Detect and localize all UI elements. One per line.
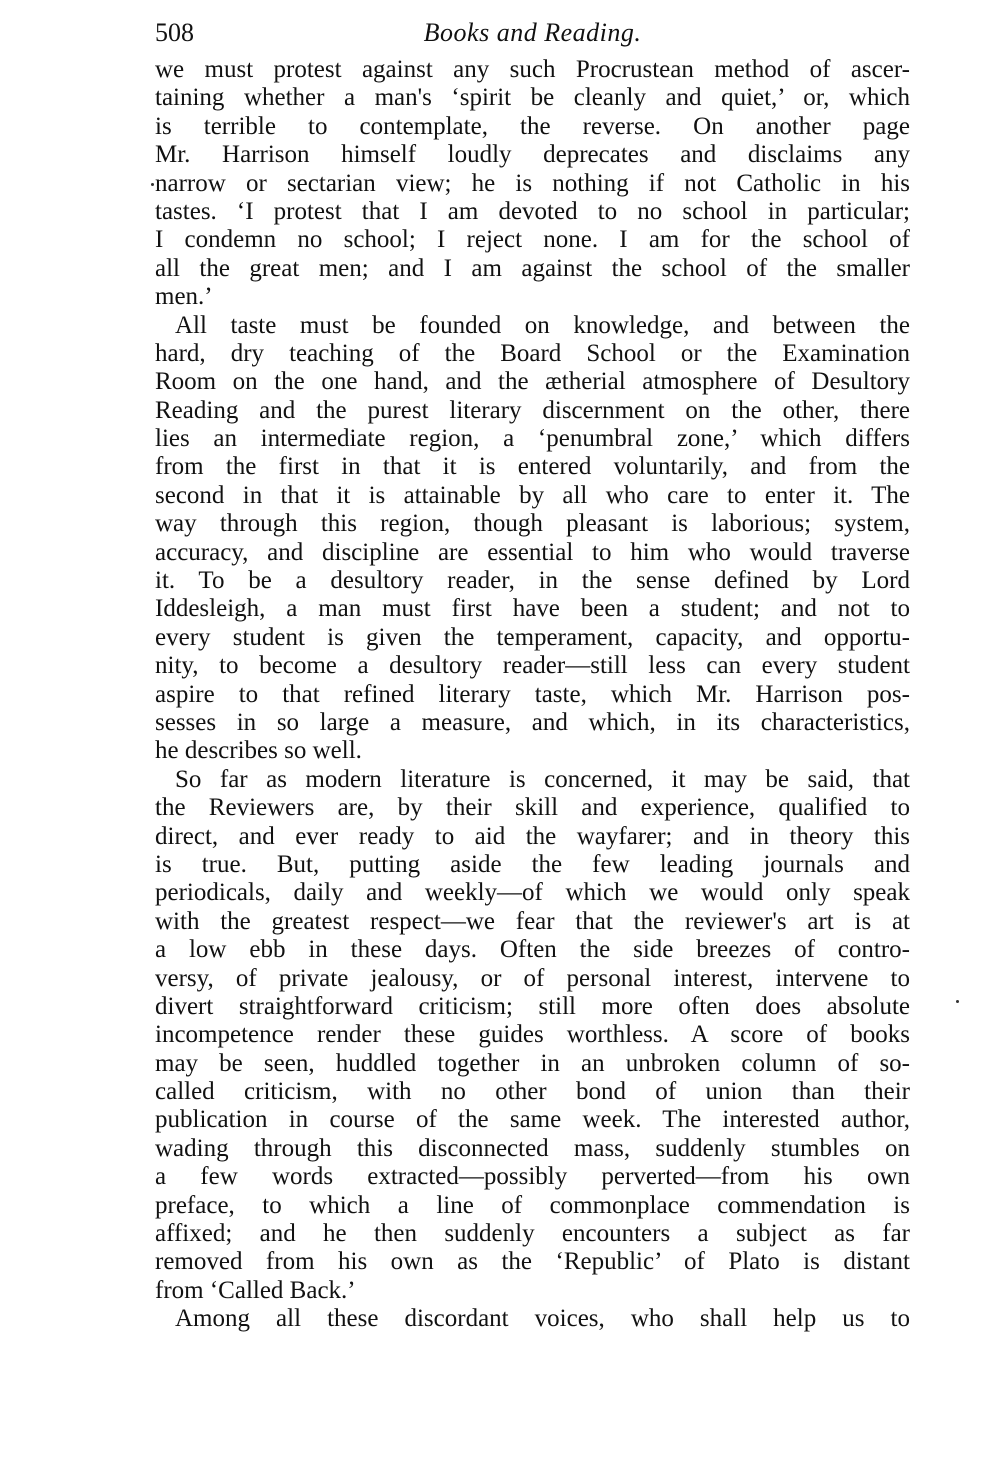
paragraph bbox=[155, 312, 910, 766]
text-line: way through this region, though pleasant is laborious; system, bbox=[155, 510, 910, 538]
page-header bbox=[155, 18, 910, 54]
text-line: hard, dry teaching of the Board School or the Examination bbox=[155, 339, 910, 367]
text-line: affixed; and he then suddenly encounters a subject as far bbox=[155, 1220, 910, 1248]
text-line: a few words extracted—possibly perverted—from his own bbox=[155, 1163, 910, 1191]
text-line: direct, and ever ready to aid the wayfarer; and in theory this bbox=[155, 822, 910, 850]
text-line: second in that it is attainable by all who care to enter it. The bbox=[155, 481, 910, 509]
text-line: called criticism, with no other bond of union than their bbox=[155, 1078, 910, 1106]
text-line: Mr. Harrison himself loudly deprecates and disclaims any bbox=[155, 141, 910, 169]
text-line: All taste must be founded on knowledge, and between the bbox=[175, 311, 910, 339]
text-line: we must protest against any such Procrustean method of ascer- bbox=[155, 56, 910, 83]
page-number: 508 bbox=[155, 18, 194, 47]
text-line: wading through this disconnected mass, suddenly stumbles on bbox=[155, 1134, 910, 1162]
text-line: Room on the one hand, and the ætherial atmosphere of Desultory bbox=[155, 368, 910, 396]
text-line: narrow or sectarian view; he is nothing if not Catholic in his bbox=[155, 169, 910, 197]
text-line: accuracy, and discipline are essential to him who would traverse bbox=[155, 538, 910, 566]
text-line: removed from his own as the ‘Republic’ of Plato is distant bbox=[155, 1248, 910, 1276]
text-line: divert straightforward criticism; still more often does absolute bbox=[155, 992, 910, 1020]
text-line: it. To be a desultory reader, in the sense defined by Lord bbox=[155, 567, 910, 595]
text-line: every student is given the temperament, capacity, and opportu- bbox=[155, 623, 910, 651]
text-line: a low ebb in these days. Often the side breezes of contro- bbox=[155, 936, 910, 964]
text-line: with the greatest respect—we fear that the reviewer's art is at bbox=[155, 907, 910, 935]
text-line: tastes. ‘I protest that I am devoted to no school in particular; bbox=[155, 197, 910, 225]
text-line: I condemn no school; I reject none. I am for the school of bbox=[155, 226, 910, 254]
text-line: Reading and the purest literary discernment on the other, there bbox=[155, 396, 910, 424]
margin-speck bbox=[151, 183, 154, 186]
text-line: publication in course of the same week. The interested author, bbox=[155, 1106, 910, 1134]
text-line: versy, of private jealousy, or of personal interest, intervene to bbox=[155, 964, 910, 992]
running-title: Books and Reading. bbox=[423, 18, 642, 47]
text-line: Iddesleigh, a man must first have been a student; and not to bbox=[155, 595, 910, 623]
text-line: incompetence render these guides worthless. A score of books bbox=[155, 1021, 910, 1049]
paragraph bbox=[155, 56, 910, 312]
text-line: from the first in that it is entered voluntarily, and from the bbox=[155, 453, 910, 481]
text-line: he describes so well. bbox=[155, 737, 362, 765]
paragraph bbox=[155, 766, 910, 1305]
text-line: periodicals, daily and weekly—of which we would only speak bbox=[155, 879, 910, 907]
text-line: the Reviewers are, by their skill and experience, qualified to bbox=[155, 794, 910, 822]
text-line: may be seen, huddled together in an unbroken column of so- bbox=[155, 1049, 910, 1077]
text-line: nity, to become a desultory reader—still less can every student bbox=[155, 652, 910, 680]
margin-speck bbox=[956, 1000, 959, 1003]
paragraph bbox=[155, 1305, 910, 1333]
text-line: Among all these discordant voices, who shall help us to bbox=[175, 1305, 910, 1333]
text-line: from ‘Called Back.’ bbox=[155, 1276, 356, 1304]
text-line: sesses in so large a measure, and which, in its characteristics, bbox=[155, 708, 910, 736]
page-body bbox=[155, 56, 910, 1334]
text-line: all the great men; and I am against the school of the smaller bbox=[155, 254, 910, 282]
text-line: So far as modern literature is concerned, it may be said, that bbox=[175, 765, 910, 793]
text-line: lies an intermediate region, a ‘penumbral zone,’ which differs bbox=[155, 425, 910, 453]
text-line: aspire to that refined literary taste, which Mr. Harrison pos- bbox=[155, 680, 910, 708]
text-line: preface, to which a line of commonplace commendation is bbox=[155, 1191, 910, 1219]
text-line: men.’ bbox=[155, 283, 213, 311]
text-line: taining whether a man's ‘spirit be cleanly and quiet,’ or, which bbox=[155, 84, 910, 112]
text-line: is terrible to contemplate, the reverse. On another page bbox=[155, 112, 910, 140]
text-line: is true. But, putting aside the few leading journals and bbox=[155, 850, 910, 878]
